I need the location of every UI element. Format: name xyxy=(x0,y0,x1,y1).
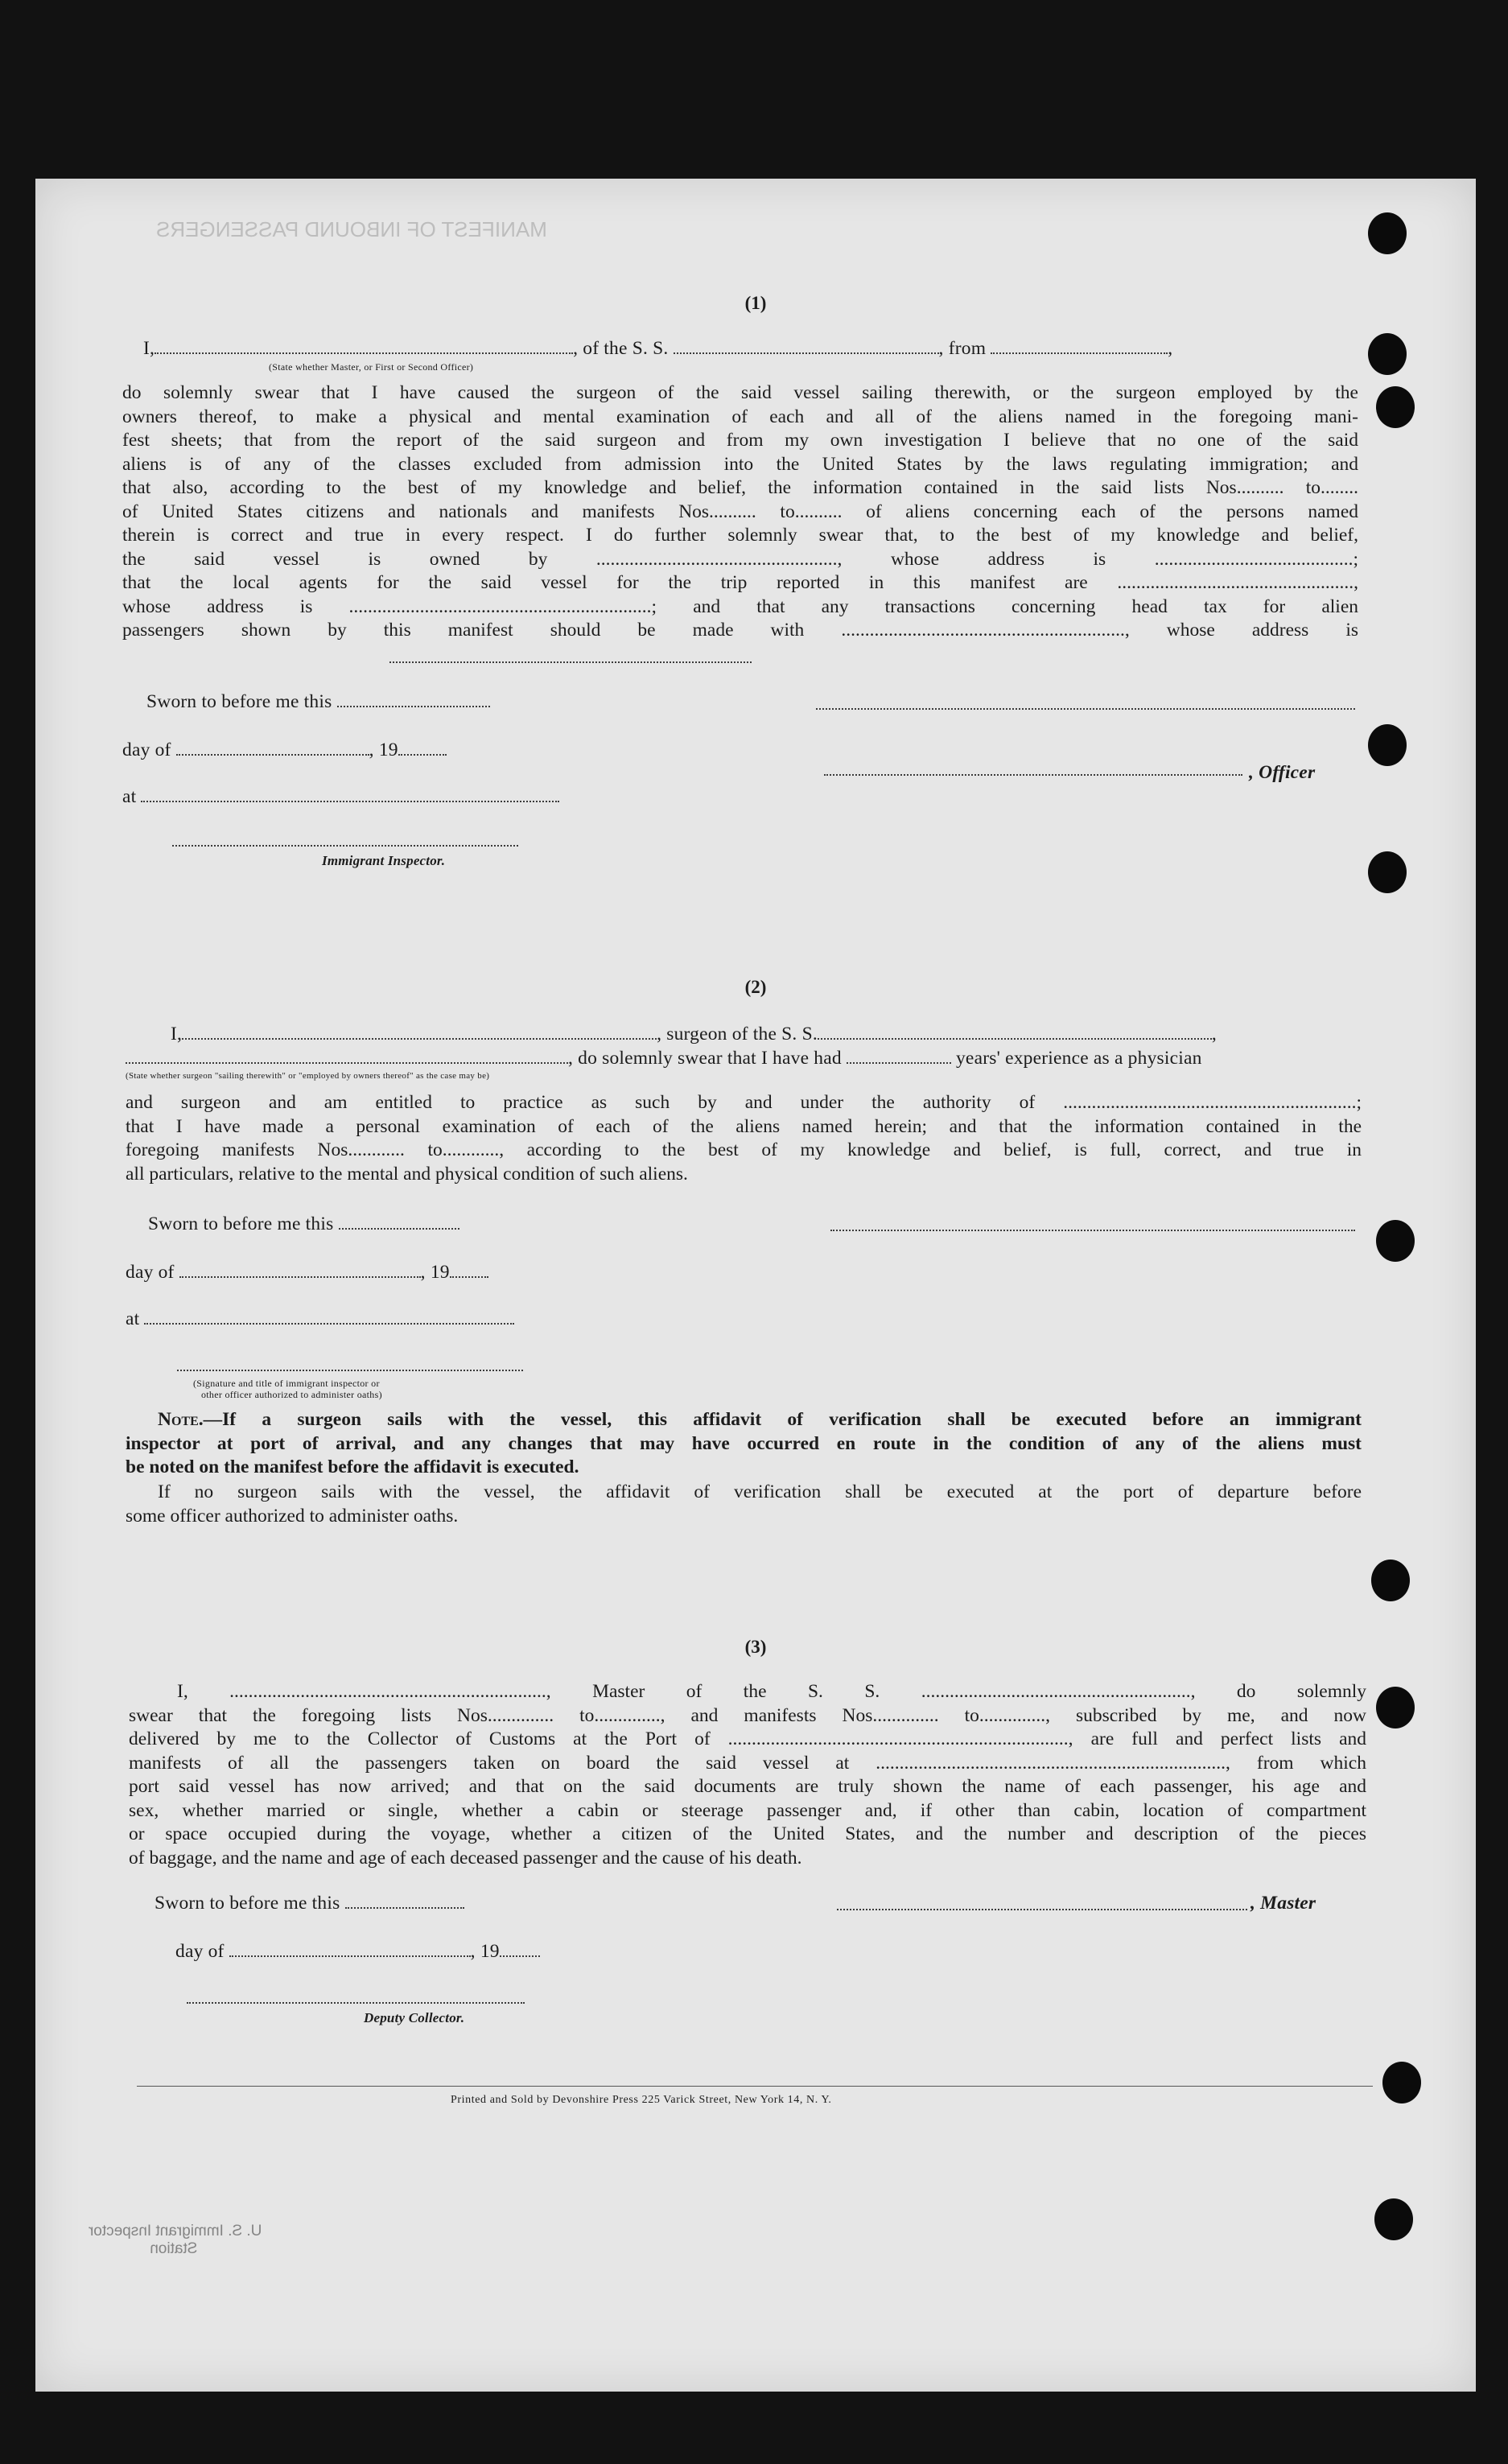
oath-line: sex, whether married or single, whether a cabin or steerage passenger and, if other than cabin, location of compartment xyxy=(129,1799,1366,1821)
section-2-line-1: I, , surgeon of the S. S. , xyxy=(171,1024,1217,1045)
signature-caption-2: other officer authorized to administer oaths) xyxy=(201,1389,382,1400)
oath-line: port said vessel has now arrived; and that on the said documents are truly shown the name of each passenger, his age and xyxy=(129,1776,1366,1797)
master-label: , Master xyxy=(1250,1893,1316,1914)
signature-caption-1: (Signature and title of immigrant inspector or xyxy=(193,1378,380,1389)
officer-caption: (State whether Master, or First or Second Officer) xyxy=(269,361,474,373)
oath-line: do solemnly swear that I have caused the surgeon of the said vessel sailing therewith, or the surgeon employed by the xyxy=(122,382,1358,403)
note-line: Note.—If a surgeon sails with the vessel, this affidavit of verification shall be executed before an immigrant xyxy=(158,1409,1362,1430)
oath-line: owners thereof, to make a physical and mental examination of each and all of the aliens named in the foregoing mani- xyxy=(122,406,1358,427)
note-line: some officer authorized to administer oaths. xyxy=(126,1505,459,1527)
section-3-day-of: day of , 19 xyxy=(175,1941,540,1963)
printer-footer: Printed and Sold by Devonshire Press 225 Varick Street, New York 14, N. Y. xyxy=(451,2094,832,2106)
section-1-sworn: Sworn to before me this xyxy=(146,691,490,713)
oath-line: of United States citizens and nationals and manifests Nos.......... to.......... of aliens concerning each of the persons named xyxy=(122,501,1358,522)
section-2-number: (2) xyxy=(744,977,767,997)
section-2-line-2: , do solemnly swear that I have had years' experience as a physician xyxy=(126,1048,1202,1069)
section-3-number: (3) xyxy=(744,1637,767,1657)
note-paragraph xyxy=(126,1408,1362,1480)
section-2-sworn: Sworn to before me this xyxy=(148,1213,459,1235)
manifest-sheet: (1) I, , of the S. S. , from , (State whether Master, or First or Second Officer) do solemnly swear that I have caused the surgeon of the said vessel sailing therewith, or the surgeon employed by the owners thereof, to make a physical and mental examination of each and all of the aliens named in the foregoing mani- fest sheets; that from the report of the said surgeon and from my own investigation I believe that no one of the said aliens is of any of the classes excluded from admission into the United States by the laws regulating immigration; and that also, according to the best of my knowledge and belief, the information contained in the said lists Nos.......... to........ of United States citizens and nationals and manifests Nos.......... to.......... of aliens concerning each of the persons named therein is correct and true in every respect. I do further solemnly swear that, to the best of my knowledge and belief, the said vessel is owned by ..................................................., whose address is ..........................................; that the local agents for the said vessel for the trip reported in this manifest are .................................................., whose address is ................................................................; and that any transactions concerning head tax for alien passengers shown by this manifest should be made with ............................................................, whose address is Sworn to before me this day of , 19 at , Officer Immigrant Inspector. (2) I, , surgeon of the S. S. , , do solemnly swear that I have had years' experience as a physician (State whether surgeon "sailing therewith" or "employed by owners thereof" as the case may be) and surgeon and am entitled to practice as such by and under the authority of ..............................................................; that I have made a personal examination of each of the aliens named herein; and that the information contained in the foregoing manifests Nos............ to............, according to the best of my knowledge and belief, is full, correct, and true in all particulars, relative to the mental and physical condition of such aliens. Sworn to before me this day of , 19 at (Signature and title of immigrant inspector or other officer authorized to administer oaths) Note.—If a surgeon sails with the vessel, this affidavit of verification shall be executed before an immigrant inspector at port of arrival, and any changes that may have occurred en route in the condition of any of the aliens must be noted on the manifest before the affidavit is executed. If no surgeon sails with the vessel, the affidavit of verification shall be executed at the port of departure before some officer authorized to administer oaths. (3) I, ..................................................................., Master of the S. S. ........................................................., do solemnly swear that the foregoing lists Nos.............. to.............., and manifests Nos.............. to.............., subscribed by me, and now delivered by me to the Collector of Customs at the Port of ........................................................................, are full and perfect lists and manifests of all the passengers taken on board the said vessel at .........................................................................., from which port said vessel has now arrived; and that on the said documents are truly shown the name of each passenger, his age and sex, whether married or single, whether a cabin or steerage passenger and, if other than cabin, location of compartment or space occupied during the voyage, whether a citizen of the United States, and the number and description of the pieces of baggage, and the name and age of each deceased passenger and the cause of his death. Sworn to before me this , Master day of , 19 Deputy Collector. Printed and Sold by Devonshire Press 225 Varick Street, New York 14, N. Y. MANIFEST OF INBOUND PASSENGERS xyxy=(35,179,1476,2392)
section-2-day-of: day of , 19 xyxy=(126,1262,488,1284)
oath-line: all particulars, relative to the mental and physical condition of such aliens. xyxy=(126,1163,688,1185)
section-1-i-label: I, , of the S. S. , from , xyxy=(143,338,1173,359)
binder-hole xyxy=(1382,2062,1421,2103)
binder-hole xyxy=(1368,724,1407,766)
section-1-number: (1) xyxy=(744,293,767,313)
oath-line: foregoing manifests Nos............ to............, according to the best of my knowledge and belief, is full, correct, and true in xyxy=(126,1139,1362,1160)
section-2-at: at xyxy=(126,1308,514,1330)
officer-label: , Officer xyxy=(1249,762,1316,783)
oath-line: and surgeon and am entitled to practice as such by and under the authority of ..............................................................; xyxy=(126,1092,1362,1113)
oath-line: that the local agents for the said vessel for the trip reported in this manifest are .................................................., xyxy=(122,572,1358,593)
immigrant-inspector-caption: Immigrant Inspector. xyxy=(322,853,446,868)
oath-line: whose address is ................................................................; and that any transactions concerning head tax for alien xyxy=(122,595,1358,617)
oath-line: that also, according to the best of my knowledge and belief, the information contained in the said lists Nos.......... to........ xyxy=(122,477,1358,498)
oath-line: manifests of all the passengers taken on board the said vessel at .........................................................................., from which xyxy=(129,1752,1366,1774)
section-1-day-of: day of , 19 xyxy=(122,740,447,761)
oath-line: passengers shown by this manifest should be made with ............................................................, whose address is xyxy=(122,620,1358,641)
note-line: be noted on the manifest before the affidavit is executed. xyxy=(126,1457,579,1477)
binder-hole xyxy=(1368,333,1407,375)
note-2-paragraph xyxy=(126,1481,1362,1528)
binder-hole xyxy=(1371,1560,1410,1601)
binder-hole xyxy=(1368,851,1407,893)
oath-line: the said vessel is owned by ..................................................., whose address is ..........................................; xyxy=(122,548,1358,570)
note-line: inspector at port of arrival, and any changes that may have occurred en route in the condition of any of the aliens must xyxy=(126,1432,1362,1454)
inspector-stamp: U. S. Immigrant Inspector Station xyxy=(89,2223,262,2257)
surgeon-caption: (State whether surgeon "sailing therewith" or "employed by owners thereof" as the case may be) xyxy=(126,1071,490,1081)
oath-line: I, ..................................................................., Master of the S. S. ........................................................., do solemnly xyxy=(177,1681,1366,1702)
binder-hole xyxy=(1374,2198,1413,2240)
section-2-oath-paragraph xyxy=(126,1091,1362,1186)
binder-hole xyxy=(1376,386,1415,428)
binder-hole xyxy=(1376,1220,1415,1262)
oath-line: that I have made a personal examination of each of the aliens named herein; and that the information contained in the xyxy=(126,1115,1362,1137)
binder-hole xyxy=(1368,212,1407,254)
oath-line: aliens is of any of the classes excluded from admission into the United States by the laws regulating immigration; and xyxy=(122,453,1358,475)
oath-line: swear that the foregoing lists Nos.............. to.............., and manifests Nos.............. to.............., subscribed by me, and now xyxy=(129,1704,1366,1726)
section-1-oath-paragraph xyxy=(122,381,1358,643)
oath-line: therein is correct and true in every respect. I do further solemnly swear that, to the best of my knowledge and belief, xyxy=(122,525,1358,546)
binder-hole xyxy=(1376,1687,1415,1729)
oath-line: fest sheets; that from the report of the said surgeon and from my own investigation I believe that no one of the said xyxy=(122,430,1358,451)
oath-line: delivered by me to the Collector of Customs at the Port of ........................................................................, are full and perfect lists and xyxy=(129,1729,1366,1749)
section-3-sworn: Sworn to before me this xyxy=(155,1893,464,1914)
deputy-collector-caption: Deputy Collector. xyxy=(364,2010,465,2025)
note-line: If no surgeon sails with the vessel, the affidavit of verification shall be executed at the port of departure before xyxy=(158,1481,1362,1502)
section-3-oath-paragraph xyxy=(129,1680,1366,1870)
section-1-at: at xyxy=(122,786,559,808)
oath-line: of baggage, and the name and age of each deceased passenger and the cause of his death. xyxy=(129,1847,802,1869)
oath-line: or space occupied during the voyage, whether a citizen of the United States, and the number and description of the pieces xyxy=(129,1823,1366,1844)
